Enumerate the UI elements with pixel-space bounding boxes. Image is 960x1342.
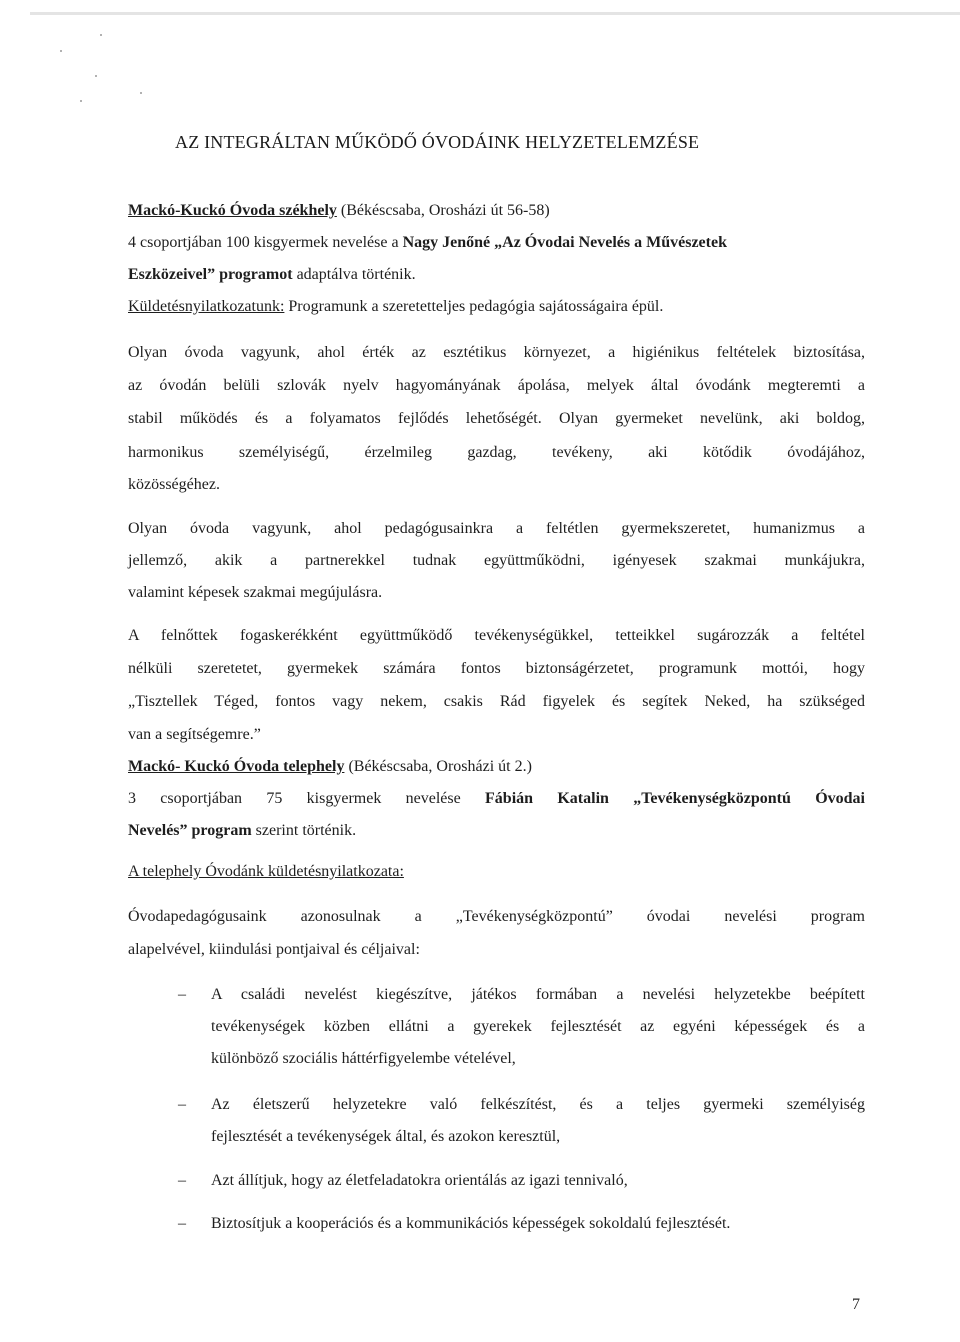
- section1-line2-text: 4 csoportjában 100 kisgyermek nevelése a: [128, 234, 403, 251]
- para3-line: nélküli szeretetet, gyermekek számára fontos biztonságérzetet, programunk mottói, hogy: [128, 660, 865, 677]
- section1-heading-address: (Békéscsaba, Orosházi út 56-58): [336, 202, 550, 219]
- bullet1-line: különböző szociális háttérfigyelembe vételével,: [211, 1050, 516, 1067]
- section1-program-name-end: Eszközeivel” programot: [128, 266, 293, 283]
- section1-line2: [128, 234, 727, 252]
- section1-mission-text: Programunk a szeretetteljes pedagógia sajátosságaira épül.: [284, 298, 664, 315]
- para3-line: A felnőttek fogaskerékként együttműködő tevékenységükkel, tetteikkel sugározzák a feltétel: [128, 627, 865, 644]
- page-number: 7: [852, 1296, 860, 1313]
- section1-line3-text: adaptálva történik.: [292, 266, 416, 283]
- speck: [80, 100, 82, 102]
- section1-heading-link: Mackó-Kuckó Óvoda székhely: [128, 202, 337, 219]
- bullet2-line: Az életszerű helyzetekre való felkészítést, és a teljes gyermeki személyiség: [211, 1096, 865, 1113]
- para1-line: Olyan óvoda vagyunk, ahol érték az esztétikus környezet, a higiénikus feltételek biztosítása,: [128, 344, 865, 361]
- para2-line: valamint képesek szakmai megújulásra.: [128, 584, 383, 601]
- para3-line: van a segítségemre.”: [128, 726, 261, 743]
- para1-line: harmonikus személyiségű, érzelmileg gazdag, tevékeny, aki kötődik óvodájához,: [128, 444, 865, 461]
- section2-heading-link: Mackó- Kuckó Óvoda telephely: [128, 758, 345, 775]
- speck: [140, 92, 142, 94]
- section1-line3: [128, 266, 416, 284]
- section2-line2-text: 3 csoportjában 75 kisgyermek nevelése: [128, 790, 486, 807]
- scan-edge-line: [30, 12, 960, 15]
- scan-specks: [40, 30, 160, 120]
- bullet4-line: Biztosítjuk a kooperációs és a kommunikációs képességek sokoldalú fejlesztését.: [211, 1215, 731, 1232]
- bullet2-line: fejlesztését a tevékenységek által, és azokon keresztül,: [211, 1128, 561, 1145]
- speck: [95, 75, 97, 77]
- para4-line: Óvodapedagógusaink azonosulnak a „Tevékenységközpontú” óvodai nevelési program: [128, 908, 865, 925]
- bullet-dash: –: [178, 1215, 186, 1232]
- para3-line: „Tisztellek Téged, fontos vagy nekem, csakis Rád figyelek és segítek Neked, ha szükséged: [128, 693, 865, 710]
- para4-line: alapelvével, kiindulási pontjaival és céljaival:: [128, 941, 420, 958]
- section2-program-name: Fábián Katalin „Tevékenységközpontú Óvodai: [485, 790, 865, 807]
- bullet-dash: –: [178, 1096, 186, 1113]
- para1-line: stabil működés és a folyamatos fejlődés lehetőségét. Olyan gyermeket nevelünk, aki boldog,: [128, 410, 865, 427]
- section1-mission: [128, 298, 663, 316]
- section2-program-name-end: Nevelés” program: [128, 822, 252, 839]
- para2-line: Olyan óvoda vagyunk, ahol pedagógusainkra a feltétlen gyermekszeretet, humanizmus a: [128, 520, 865, 537]
- section2-line3-text: szerint történik.: [251, 822, 357, 839]
- speck: [60, 50, 62, 52]
- section2-line2: [128, 790, 865, 808]
- bullet1-line: tevékenységek közben ellátni a gyerekek fejlesztését az egyéni képességek és a: [211, 1018, 865, 1035]
- page-title: AZ INTEGRÁLTAN MŰKÖDŐ ÓVODÁINK HELYZETELEMZÉSE: [175, 132, 700, 152]
- section1-program-name: Nagy Jenőné „Az Óvodai Nevelés a Művészetek: [402, 234, 727, 251]
- para1-line: közösségéhez.: [128, 476, 220, 493]
- para2-line: jellemző, akik a partnerekkel tudnak együttműködni, igényesek szakmai munkájukra,: [128, 552, 865, 569]
- section1-mission-label: Küldetésnyilatkozatunk:: [128, 298, 285, 315]
- bullet3-line: Azt állítjuk, hogy az életfeladatokra orientálás az igazi tennivaló,: [211, 1172, 628, 1189]
- section2-heading: [128, 758, 532, 776]
- bullet1-line: A családi nevelést kiegészítve, játékos formában a nevelési helyzetekbe beépített: [211, 986, 865, 1003]
- section2-mission: [128, 863, 404, 881]
- section2-line3: [128, 822, 356, 840]
- speck: [100, 34, 102, 36]
- section2-heading-address: (Békéscsaba, Orosházi út 2.): [344, 758, 532, 775]
- section1-heading: [128, 202, 550, 220]
- section2-mission-label: A telephely Óvodánk küldetésnyilatkozata:: [128, 863, 404, 880]
- bullet-dash: –: [178, 986, 186, 1003]
- bullet-dash: –: [178, 1172, 186, 1189]
- para1-line: az óvodán belüli szlovák nyelv hagyományának ápolása, melyek által óvodánk megteremti a: [128, 377, 865, 394]
